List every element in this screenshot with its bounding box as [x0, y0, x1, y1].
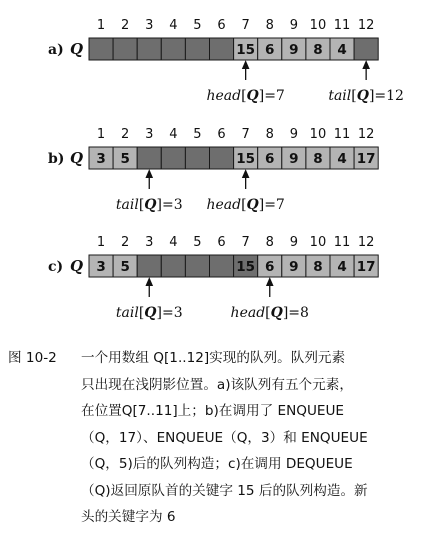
pointer-label [231, 305, 309, 321]
pointer-label-part: [ [241, 197, 247, 213]
pointer-label-part: [ [351, 88, 357, 104]
index-label: 2 [121, 127, 130, 142]
cell-value: 15 [236, 151, 256, 167]
caption-line: 头的关键字为 6 [81, 509, 176, 525]
index-label: 6 [217, 127, 226, 142]
pointer-label-part: tail [328, 88, 352, 104]
index-label: 7 [241, 127, 250, 142]
index-label: 4 [169, 18, 178, 33]
cell-value: 8 [313, 42, 323, 58]
index-label: 8 [265, 18, 274, 33]
pointer-label-part: ]=3 [156, 197, 183, 213]
queue-cell [185, 38, 209, 60]
figure-number: 图 10-2 [8, 350, 57, 366]
queue-cell [210, 147, 234, 169]
cell-value: 9 [289, 259, 299, 275]
index-label: 1 [96, 127, 106, 142]
pointer-label-part: tail [115, 305, 139, 321]
cell-value: 6 [265, 259, 275, 275]
index-label: 11 [333, 18, 351, 33]
index-label: 2 [121, 235, 130, 250]
cell-value: 6 [265, 42, 275, 58]
pointer-label [116, 305, 183, 321]
pointer-label-part: ]=7 [258, 88, 285, 104]
index-label: 1 [96, 235, 106, 250]
index-label: 5 [193, 18, 202, 33]
index-label: 3 [145, 127, 154, 142]
index-label: 5 [193, 127, 202, 142]
cell-value: 15 [236, 259, 256, 275]
caption-line: （Q，17）、ENQUEUE（Q，3）和 ENQUEUE [81, 429, 368, 446]
index-label: 12 [357, 235, 375, 250]
index-label: 9 [289, 235, 298, 250]
pointer-label [206, 197, 284, 213]
queue-cell [210, 38, 234, 60]
panel-tag: b) [48, 151, 65, 167]
index-label: 11 [333, 127, 351, 142]
pointer-label-part: ]=3 [156, 305, 183, 321]
queue-cell [161, 147, 185, 169]
queue-label: Q [70, 40, 84, 58]
cell-value: 17 [356, 151, 376, 167]
queue-cell [354, 38, 378, 60]
panel-tag: a) [48, 42, 64, 58]
queue-cell [137, 38, 161, 60]
index-label: 12 [357, 127, 375, 142]
pointer-label-part: tail [115, 197, 139, 213]
caption-line: 在位置Q[7..11]上；b)在调用了 ENQUEUE [81, 403, 345, 419]
queue-label: Q [70, 149, 84, 167]
pointer-label-part: ]=12 [368, 88, 404, 104]
pointer-label-part: Q [270, 305, 283, 321]
cell-value: 17 [356, 259, 376, 275]
pointer-label-part: Q [144, 197, 157, 213]
pointer-label-part: ]=7 [258, 197, 285, 213]
caption-line: 一个用数组 Q[1..12]实现的队列。队列元素 [81, 350, 346, 366]
index-label: 9 [289, 18, 298, 33]
index-label: 9 [289, 127, 298, 142]
index-label: 6 [217, 235, 226, 250]
queue-cell [113, 38, 137, 60]
cell-value: 4 [337, 42, 347, 58]
pointer-label-part: Q [356, 88, 369, 104]
index-label: 4 [169, 127, 178, 142]
queue-label: Q [70, 257, 84, 275]
queue-cell [161, 38, 185, 60]
index-label: 11 [333, 235, 351, 250]
pointer-label-part: head [206, 88, 242, 104]
index-label: 12 [357, 18, 375, 33]
index-label: 8 [265, 235, 274, 250]
cell-value: 5 [120, 259, 130, 275]
cell-value: 8 [313, 151, 323, 167]
pointer-label-part: Q [144, 305, 157, 321]
index-label: 2 [121, 18, 130, 33]
cell-value: 9 [289, 42, 299, 58]
index-label: 7 [241, 235, 250, 250]
pointer-label [116, 197, 183, 213]
pointer-label-part: [ [265, 305, 271, 321]
panel-tag: c) [48, 259, 64, 275]
index-label: 6 [217, 18, 226, 33]
pointer-label-part: Q [246, 197, 259, 213]
cell-value: 3 [96, 151, 106, 167]
cell-value: 8 [313, 259, 323, 275]
index-label: 1 [96, 18, 106, 33]
cell-value: 6 [265, 151, 275, 167]
cell-value: 4 [337, 259, 347, 275]
pointer-label [328, 88, 404, 104]
cell-value: 4 [337, 151, 347, 167]
pointer-label-part: head [230, 305, 266, 321]
cell-value: 5 [120, 151, 130, 167]
index-label: 3 [145, 235, 154, 250]
caption-line: （Q，5)后的队列构造；c)在调用 DEQUEUE [81, 456, 353, 472]
pointer-label-part: Q [246, 88, 259, 104]
caption-line: 只出现在浅阴影位置。a)该队列有五个元素， [81, 376, 353, 393]
pointer-label [206, 88, 284, 104]
index-label: 10 [309, 235, 327, 250]
cell-value: 9 [289, 151, 299, 167]
queue-cell [210, 255, 234, 277]
index-label: 8 [265, 127, 274, 142]
figure-caption-text [81, 345, 426, 531]
queue-cell [161, 255, 185, 277]
pointer-label-part: [ [138, 197, 145, 213]
pointer-label-part: [ [138, 305, 145, 321]
queue-cell [185, 147, 209, 169]
index-label: 3 [145, 18, 154, 33]
queue-cell [185, 255, 209, 277]
pointer-label-part: [ [241, 88, 247, 104]
pointer-label-part: head [206, 197, 242, 213]
index-label: 10 [309, 18, 327, 33]
index-label: 5 [193, 235, 202, 250]
index-label: 4 [169, 235, 178, 250]
queue-cell [137, 255, 161, 277]
index-label: 10 [309, 127, 327, 142]
queue-cell [89, 38, 113, 60]
caption-line: （Q)返回原队首的关键字 15 后的队列构造。新 [81, 482, 368, 499]
cell-value: 3 [96, 259, 106, 275]
pointer-label-part: ]=8 [282, 305, 309, 321]
queue-cell [137, 147, 161, 169]
index-label: 7 [241, 18, 250, 33]
cell-value: 15 [236, 42, 256, 58]
